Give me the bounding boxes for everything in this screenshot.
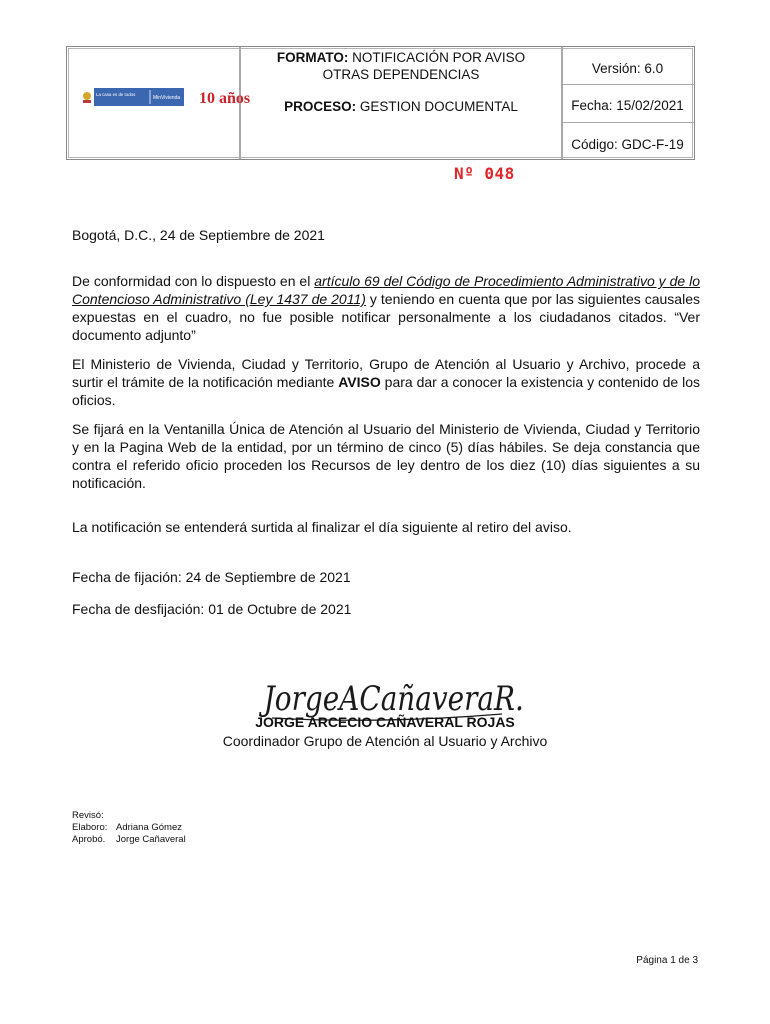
version-cell: Versión: 6.0 (591, 61, 664, 76)
para2-lead: El Ministerio de Vivienda, Ciudad y Territorio, Grupo de Atención al Usuario y Archivo, procede a surtir el trámite de la notificación mediante (72, 356, 700, 390)
fecha-desfijacion: Fecha de desfijación: 01 de Octubre de 2021 (72, 601, 352, 617)
proceso-label: PROCESO: (284, 99, 357, 114)
aprobo-value: Jorge Cañaveral (116, 834, 186, 845)
document-number-stamp: Nº 048 (454, 164, 515, 183)
paragraph-4: La notificación se entenderá surtida al finalizar el día siguiente al retiro del aviso. (72, 519, 572, 535)
para2-tail: para dar a conocer la existencia y contenido de los oficios. (72, 374, 700, 408)
date-line: Bogotá, D.C., 24 de Septiembre de 2021 (72, 227, 325, 243)
anniversary-logo (199, 86, 251, 108)
gov-logo (80, 88, 184, 106)
anniversary-logo-text: 10 años (199, 90, 251, 107)
formato-label: FORMATO: (276, 50, 349, 65)
gov-logo-text: La casa es de todos (96, 92, 136, 97)
paragraph-1 (72, 272, 700, 344)
fecha-cell: Fecha: 15/02/2021 (571, 98, 684, 113)
para1-lead: De conformidad con lo dispuesto en el (72, 273, 315, 289)
reviso-label: Revisó: (72, 810, 104, 821)
codigo-cell: Código: GDC-F-19 (571, 137, 684, 152)
formato-title (240, 49, 562, 83)
fecha-fijacion: Fecha de fijación: 24 de Septiembre de 2021 (72, 569, 351, 585)
paragraph-2 (72, 355, 700, 409)
elaboro-value: Adriana Gómez (116, 822, 183, 833)
formato-value: NOTIFICACIÓN POR AVISO (348, 50, 526, 65)
signer-title: Coordinador Grupo de Atención al Usuario y Archivo (222, 733, 548, 749)
elaboro-label: Elaboro: (72, 822, 108, 833)
svg-text:JorgeACañaveraR.: JorgeACañaveraR. (263, 679, 524, 719)
page-number: Página 1 de 3 (636, 955, 698, 966)
para1-tail: y teniendo en cuenta que por las siguientes causales expuestas en el cuadro, no fue posible notificar personalmente a los ciudadanos citados. “Ver documento adjunto” (72, 291, 700, 343)
signer-name: JORGE ARCECIO CAÑAVERAL ROJAS (255, 714, 515, 730)
formato-line2: OTRAS DEPENDENCIAS (322, 67, 480, 82)
proceso-value: GESTION DOCUMENTAL (356, 99, 518, 114)
ministry-logo-text: MinVivienda (153, 95, 181, 101)
proceso-title (240, 98, 562, 115)
aviso-bold: AVISO (338, 374, 381, 390)
paragraph-3: Se fijará en la Ventanilla Única de Atención al Usuario del Ministerio de Vivienda, Ciudad y Territorio y en la Pagina Web de la entidad, por un término de cinco (5) días hábiles. Se deja constancia que contra el referido oficio proceden los Recursos de ley dentro de los diez (10) días siguientes a su notificación. (72, 421, 700, 491)
aprobo-label: Aprobó. (72, 834, 106, 845)
law-reference-link[interactable]: artículo 69 del Código de Procedimiento Administrativo y de lo Contencioso Administrativo (Ley 1437 de 2011) (72, 273, 700, 307)
